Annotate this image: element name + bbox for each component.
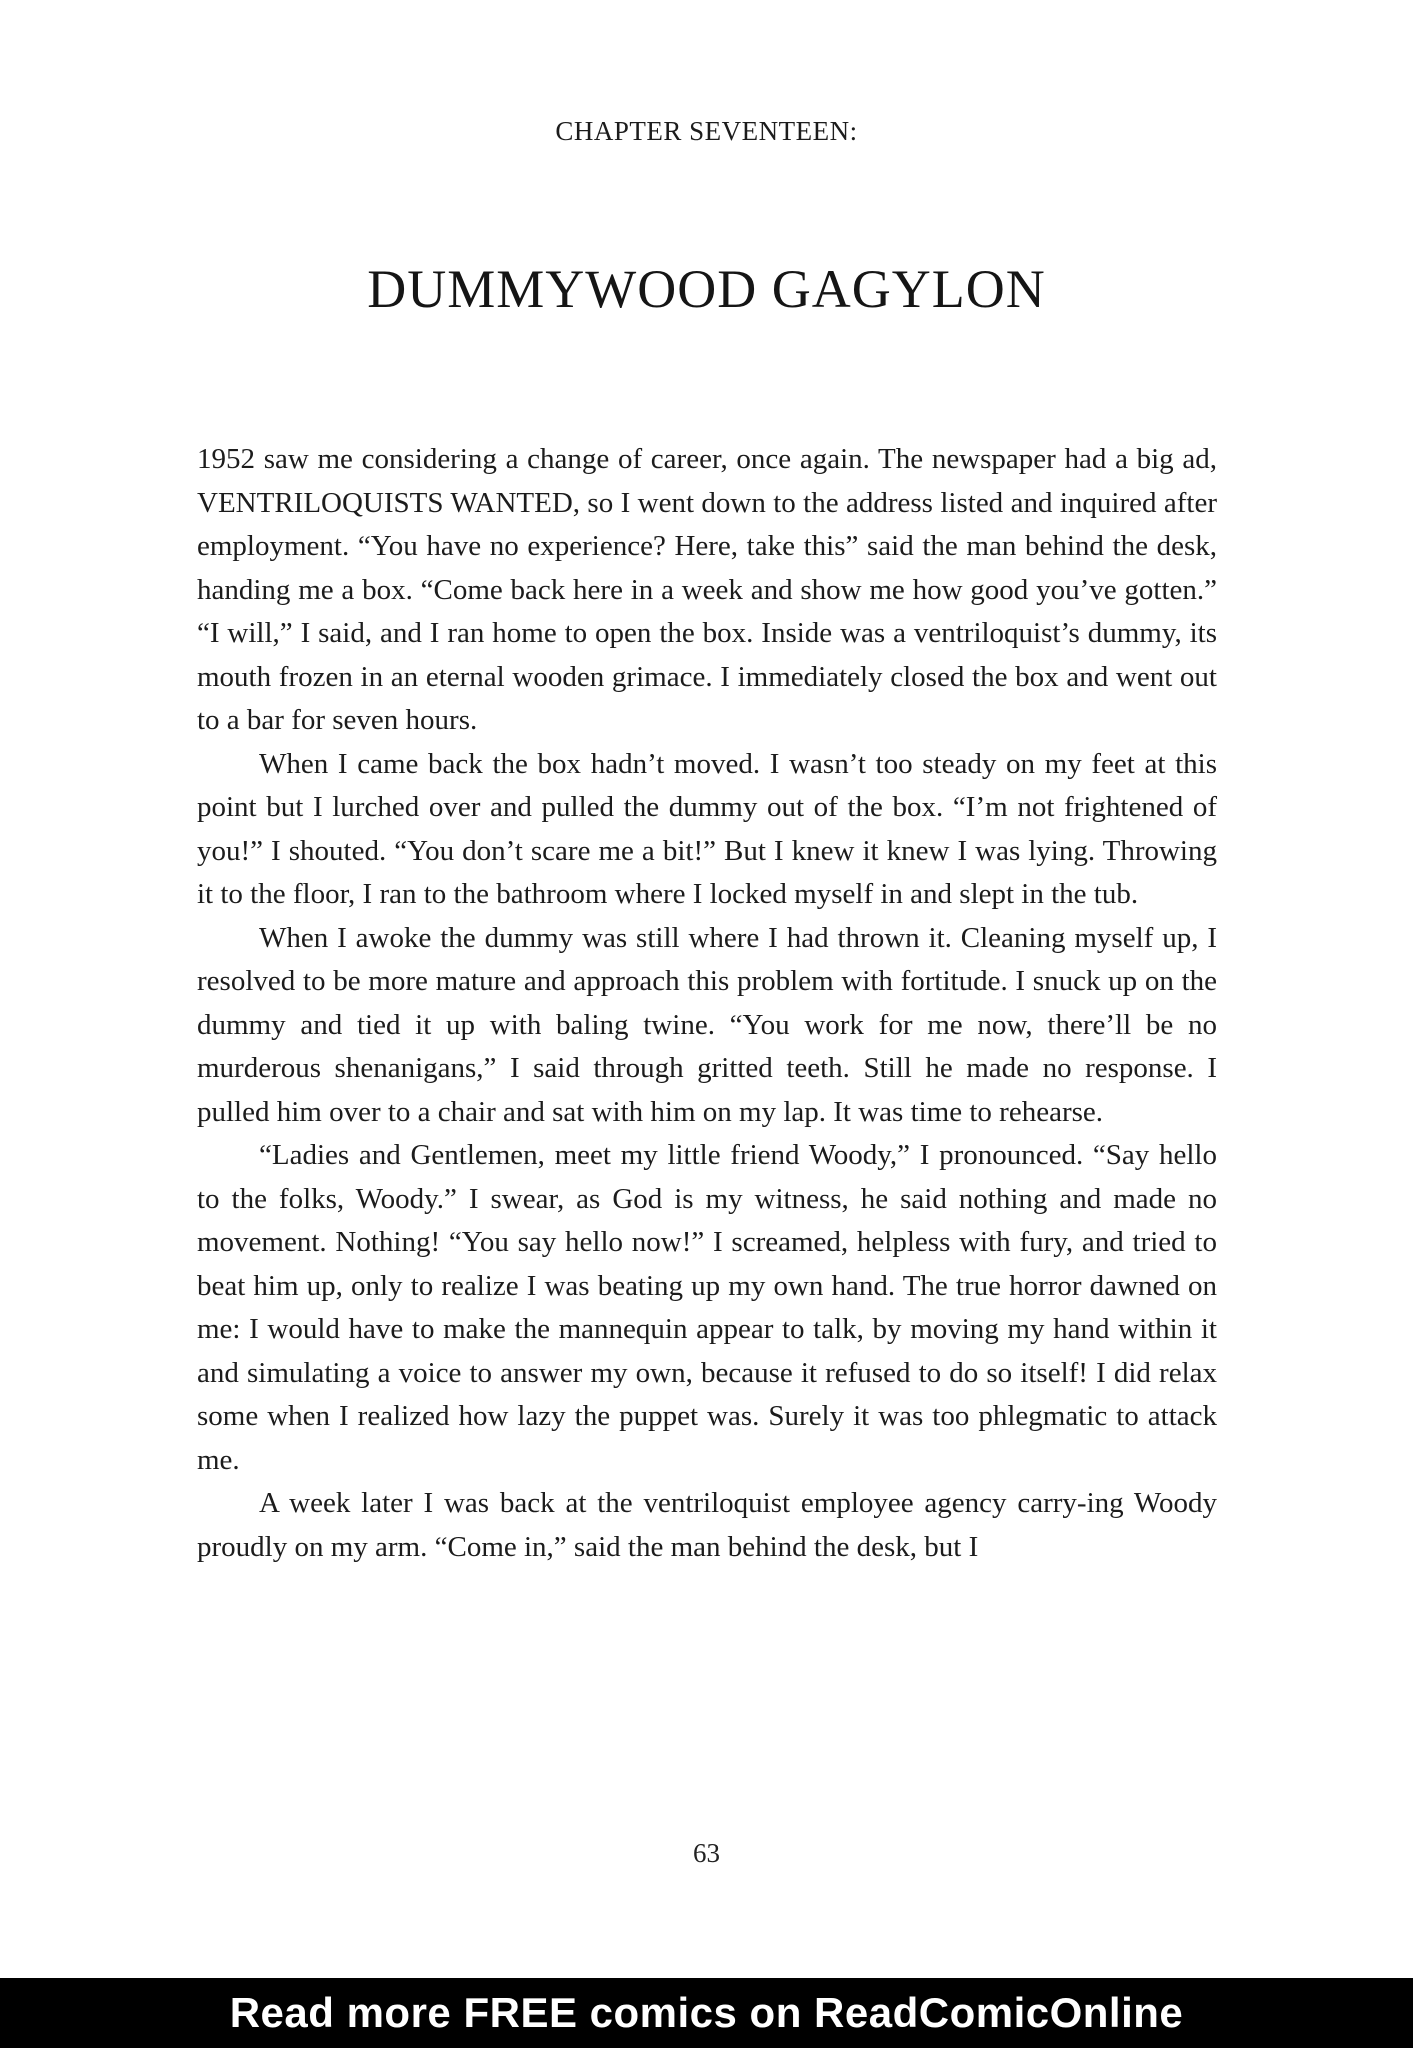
body-text xyxy=(197,438,1217,1569)
paragraph-1: 1952 saw me considering a change of career, once again. The newspaper had a big ad, VENTRILOQUISTS WANTED, so I went down to the address listed and inquired after employment. “You have no experience? Here, take this” said the man behind the desk, handing me a box. “Come back here in a week and show me how good you’ve gotten.” “I will,” I said, and I ran home to open the box. Inside was a ventriloquist’s dummy, its mouth frozen in an eternal wooden grimace. I immediately closed the box and went out to a bar for seven hours. xyxy=(197,443,1217,736)
chapter-title: DUMMYWOOD GAGYLON xyxy=(367,259,1046,319)
chapter-header: CHAPTER SEVENTEEN: xyxy=(555,116,858,146)
paragraph-5: A week later I was back at the ventriloquist employee agency carry-ing Woody proudly on my arm. “Come in,” said the man behind the desk, but I xyxy=(197,1487,1217,1563)
paragraph-3: When I awoke the dummy was still where I had thrown it. Cleaning myself up, I resolved to be more mature and approach this problem with fortitude. I snuck up on the dummy and tied it up with baling twine. “You work for me now, there’ll be no murderous shenanigans,” I said through gritted teeth. Still he made no response. I pulled him over to a chair and sat with him on my lap. It was time to rehearse. xyxy=(197,921,1217,1128)
page-number: 63 xyxy=(693,1838,720,1868)
paragraph-2: When I came back the box hadn’t moved. I wasn’t too steady on my feet at this point but I lurched over and pulled the dummy out of the box. “I’m not frightened of you!” I shouted. “You don’t scare me a bit!” But I knew it knew I was lying. Throwing it to the floor, I ran to the bathroom where I locked myself in and slept in the tub. xyxy=(197,747,1217,910)
footer-banner-text[interactable]: Read more FREE comics on ReadComicOnline xyxy=(229,1989,1184,2036)
paragraph-4: “Ladies and Gentlemen, meet my little friend Woody,” I pronounced. “Say hello to the folks, Woody.” I swear, as God is my witness, he said nothing and made no movement. Nothing! “You say hello now!” I screamed, helpless with fury, and tried to beat him up, only to realize I was beating up my own hand. The true horror dawned on me: I would have to make the mannequin appear to talk, by moving my hand within it and simulating a voice to answer my own, because it refused to do so itself! I did relax some when I realized how lazy the puppet was. Surely it was too phlegmatic to attack me. xyxy=(197,1139,1217,1476)
footer-banner[interactable] xyxy=(0,1978,1413,2048)
